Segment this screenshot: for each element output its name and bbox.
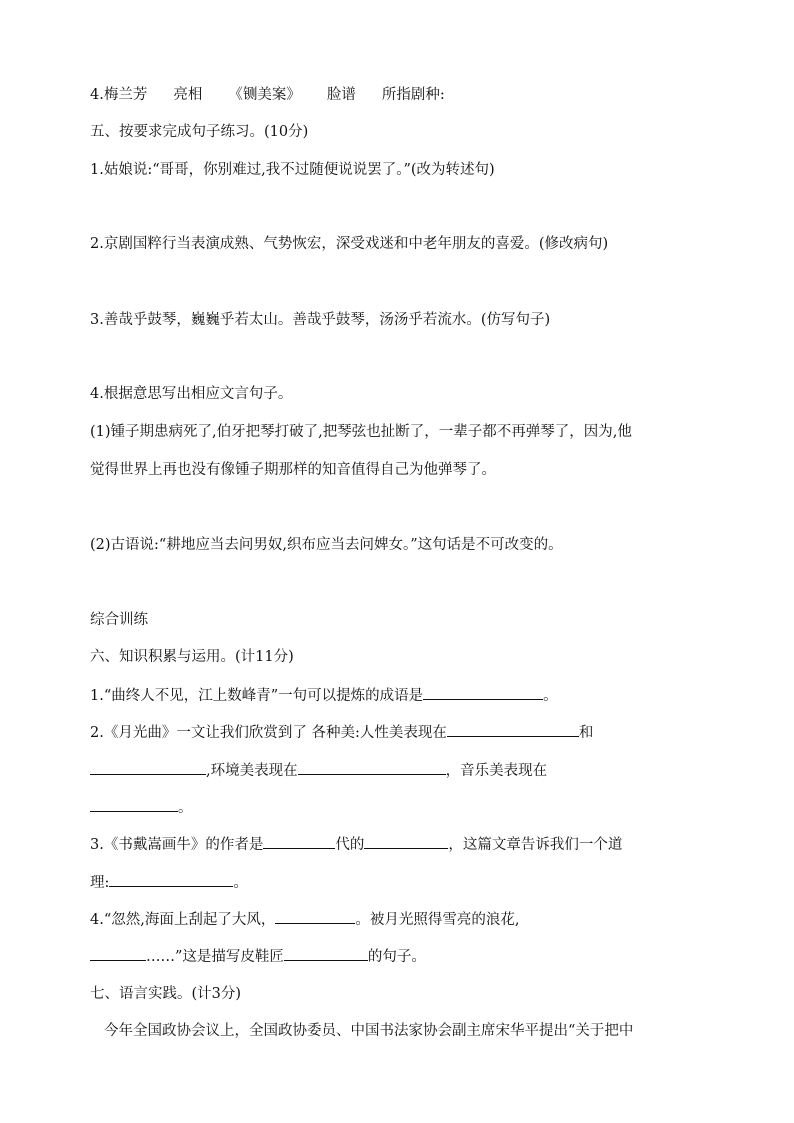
q4-shoemaker-blank[interactable] (284, 946, 368, 961)
section6-q4-line2 (90, 946, 426, 966)
q3-lesson-blank[interactable] (109, 872, 233, 887)
q3-end: 。 (233, 875, 248, 891)
q3-dynasty-blank[interactable] (263, 834, 335, 849)
section7-paragraph: 今年全国政协会议上，全国政协委员、中国书法家协会副主席宋华平提出“关于把中 (104, 1023, 634, 1039)
section5-heading: 五、按要求完成句子练习。(10分) (90, 124, 309, 140)
section5-q2: 2.京剧国粹行当表演成熟、气势恢宏，深受戏迷和中老年朋友的喜爱。(修改病句) (90, 236, 609, 252)
q4-waves-blank[interactable] (90, 946, 146, 961)
q2-humanity-blank[interactable] (447, 722, 579, 737)
section6-q1 (90, 685, 558, 705)
q2-end: 。 (178, 800, 193, 816)
q2-humanity-blank-2[interactable] (90, 760, 206, 775)
q4-mid: 。被月光照得雪亮的浪花, (355, 912, 520, 928)
q2-music-blank[interactable] (90, 797, 178, 812)
section5-q1: 1.姑娘说:“哥哥，你别难过,我不过随便说说罢了。”(改为转述句) (90, 162, 495, 178)
section6-q3-line2 (90, 872, 248, 892)
q2-and: 和 (578, 725, 594, 741)
item4-word-liangxiang: 亮相 (173, 87, 203, 103)
section5-q4-1-line1: (1)锺子期患病死了,伯牙把琴打破了,把琴弦也扯断了，一辈子都不再弹琴了，因为,他 (90, 424, 632, 440)
q3-author-blank[interactable] (364, 834, 448, 849)
q4-end: 的句子。 (367, 949, 426, 965)
q3-dai: 代的 (335, 837, 365, 853)
q2-text: 2.《月光曲》一文让我们欣赏到了 各种美:人性美表现在 (90, 725, 447, 741)
section6-q2-line2 (90, 760, 547, 780)
q3-li: 理: (90, 875, 110, 891)
item4-num: 4. (90, 87, 104, 103)
q2-env: ,环境美表现在 (206, 763, 298, 779)
section6-q3-line1 (90, 834, 622, 854)
q2-environment-blank[interactable] (298, 760, 446, 775)
q4-text: 4.“忽然,海面上刮起了大风， (90, 912, 276, 928)
item4-word-zhameian: 《铡美案》 (228, 87, 301, 103)
section7-heading: 七、语言实践。(计3分) (90, 986, 242, 1002)
q1-end: 。 (543, 688, 558, 704)
q3-text: 3.《书戴嵩画牛》的作者是 (90, 837, 264, 853)
section5-q4-2: (2)古语说:“耕地应当去问男奴,织布应当去问婢女。”这句话是不可改变的。 (90, 537, 563, 553)
item4-question: 所指剧种: (381, 87, 445, 103)
q3-rest: ，这篇文章告诉我们一个道 (448, 837, 623, 853)
q1-answer-blank[interactable] (423, 685, 543, 700)
item4-word-lianpu: 脸谱 (326, 87, 356, 103)
q4-dots: ……”这是描写皮鞋匠 (146, 949, 284, 965)
section5-q4-1-line2: 觉得世界上再也没有像锺子期那样的知音值得自己为他弹琴了。 (90, 462, 496, 478)
q1-text: 1.“曲终人不见，江上数峰青”一句可以提炼的成语是 (90, 688, 424, 704)
q4-sentence-blank[interactable] (275, 909, 355, 924)
section6-heading: 六、知识积累与运用。(计11分) (90, 649, 294, 665)
section6-q4-line1 (90, 909, 519, 929)
section-title-comprehensive: 综合训练 (90, 612, 148, 628)
section6-q2-line3 (90, 797, 193, 817)
section4-item4 (90, 85, 445, 105)
item4-word-meilanfang: 梅兰芳 (103, 87, 148, 103)
section5-q4: 4.根据意思写出相应文言句子。 (90, 386, 293, 402)
q2-music: ，音乐美表现在 (445, 763, 548, 779)
section6-q2-line1 (90, 722, 593, 742)
section5-q3: 3.善哉乎鼓琴，巍巍乎若太山。善哉乎鼓琴，汤汤乎若流水。(仿写句子) (90, 312, 551, 328)
